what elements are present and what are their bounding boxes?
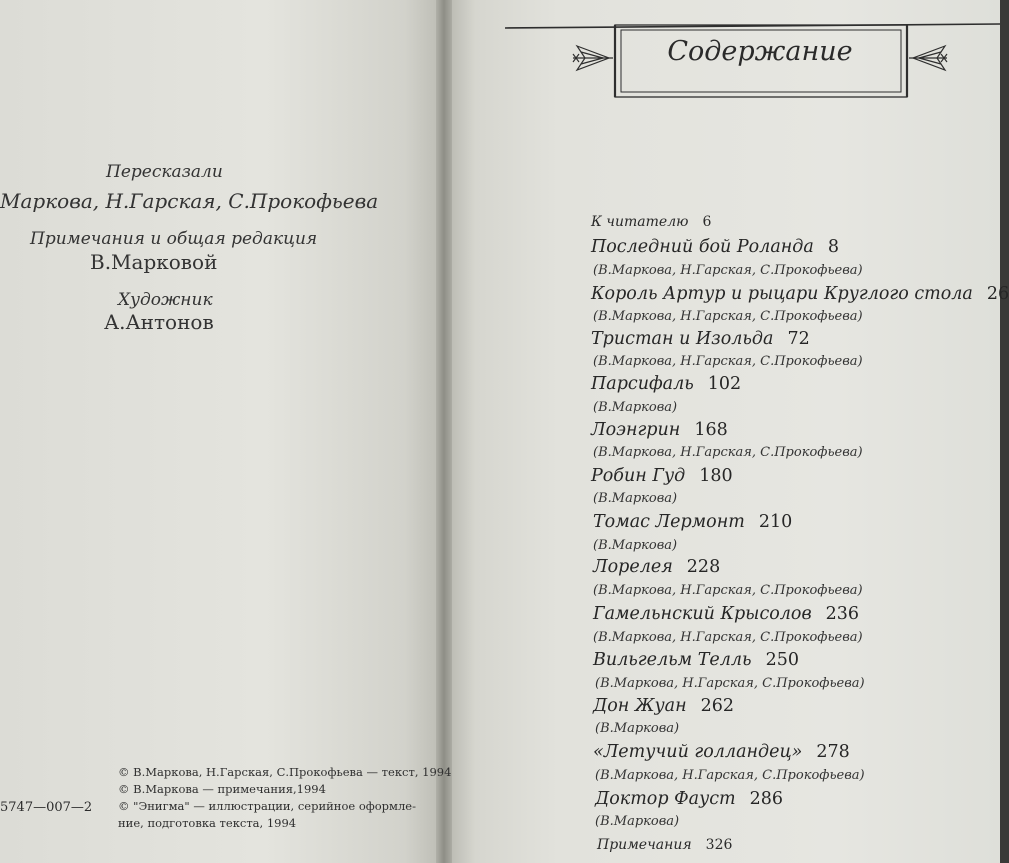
book-spine	[436, 0, 452, 863]
toc-entry	[591, 237, 839, 257]
toc-authors: (В.Маркова, Н.Гарская, С.Прокофьева)	[593, 309, 863, 324]
retold-names: Маркова, Н.Гарская, С.Прокофьева	[0, 189, 379, 213]
toc-entry	[591, 466, 733, 486]
toc-page: 250	[765, 650, 799, 670]
copyright-line: © В.Маркова — примечания,1994	[118, 782, 326, 796]
toc-page: 102	[707, 374, 742, 394]
toc-title: Лорелея	[593, 557, 673, 577]
toc-entry	[595, 789, 783, 809]
toc-page: 236	[825, 604, 860, 624]
toc-title: Последний бой Роланда	[591, 237, 814, 257]
toc-authors: (В.Маркова, Н.Гарская, С.Прокофьева)	[593, 583, 863, 598]
copyright-block	[118, 764, 451, 832]
toc-title: К читателю	[591, 214, 689, 230]
contents-title: Содержание	[667, 36, 853, 67]
toc-page: 286	[749, 789, 784, 809]
toc-page: 168	[694, 420, 728, 440]
toc-entry	[591, 284, 1009, 304]
toc-title: Вильгельм Телль	[593, 650, 752, 670]
toc-authors: (В.Маркова, Н.Гарская, С.Прокофьева)	[595, 768, 865, 783]
toc-entry	[591, 329, 810, 349]
artist-name: А.Антонов	[104, 310, 214, 334]
toc-entry	[593, 650, 799, 670]
toc-page: 26	[986, 284, 1009, 304]
toc-authors: (В.Маркова)	[593, 538, 678, 553]
toc-title: Король Артур и рыцари Круглого стола	[591, 284, 973, 304]
right-arrow-ornament-icon	[909, 46, 947, 70]
artist-label: Художник	[118, 290, 213, 310]
toc-page: 210	[758, 512, 793, 532]
toc-authors: (В.Маркова, Н.Гарская, С.Прокофьева)	[593, 445, 863, 460]
toc-authors: (В.Маркова, Н.Гарская, С.Прокофьева)	[595, 676, 865, 691]
toc-authors: (В.Маркова)	[593, 400, 678, 415]
toc-entry	[591, 214, 711, 230]
toc-page: 72	[787, 329, 810, 349]
toc-authors: (В.Маркова)	[595, 721, 680, 736]
toc-entry	[593, 742, 850, 762]
toc-entry	[591, 374, 741, 394]
toc-title: Дон Жуан	[593, 696, 687, 716]
copyright-line: ние, подготовка текста, 1994	[118, 816, 297, 830]
toc-title: «Летучий голландец»	[593, 742, 803, 762]
toc-entry	[597, 837, 732, 853]
toc-entry	[593, 604, 859, 624]
toc-authors: (В.Маркова)	[593, 491, 678, 506]
toc-authors: (В.Маркова, Н.Гарская, С.Прокофьева)	[593, 354, 863, 369]
toc-authors: (В.Маркова, Н.Гарская, С.Прокофьева)	[593, 630, 863, 645]
toc-page: 8	[827, 237, 839, 257]
left-arrow-ornament-icon	[573, 46, 613, 70]
toc-title: Робин Гуд	[591, 466, 686, 486]
copyright-line: © В.Маркова, Н.Гарская, С.Прокофьева — текст, 1994	[118, 765, 452, 779]
toc-page: 6	[702, 214, 712, 230]
toc-entry	[591, 420, 728, 440]
toc-title: Доктор Фауст	[595, 789, 736, 809]
copyright-line: © "Энигма" — иллюстрации, серийное оформле-	[118, 799, 416, 813]
left-page	[0, 0, 440, 863]
toc-page: 180	[699, 466, 733, 486]
toc-authors: (В.Маркова, Н.Гарская, С.Прокофьева)	[593, 263, 863, 278]
toc-title: Лоэнгрин	[591, 420, 681, 440]
toc-entry	[593, 557, 720, 577]
toc-page: 278	[816, 742, 850, 762]
toc-entry	[593, 512, 792, 532]
isbn: 5747—007—2	[0, 800, 93, 815]
notes-name: В.Марковой	[90, 250, 218, 274]
toc-page: 228	[686, 557, 721, 577]
toc-entry	[593, 696, 734, 716]
toc-title: Парсифаль	[591, 374, 694, 394]
toc-title: Примечания	[597, 837, 692, 853]
notes-label: Примечания и общая редакция	[30, 229, 318, 249]
toc-title: Тристан и Изольда	[591, 329, 774, 349]
toc-title: Томас Лермонт	[593, 512, 745, 532]
toc-page: 262	[700, 696, 735, 716]
toc-authors: (В.Маркова)	[595, 814, 680, 829]
retold-label: Пересказали	[106, 162, 223, 182]
toc-page: 326	[705, 837, 733, 853]
toc-title: Гамельнский Крысолов	[593, 604, 812, 624]
